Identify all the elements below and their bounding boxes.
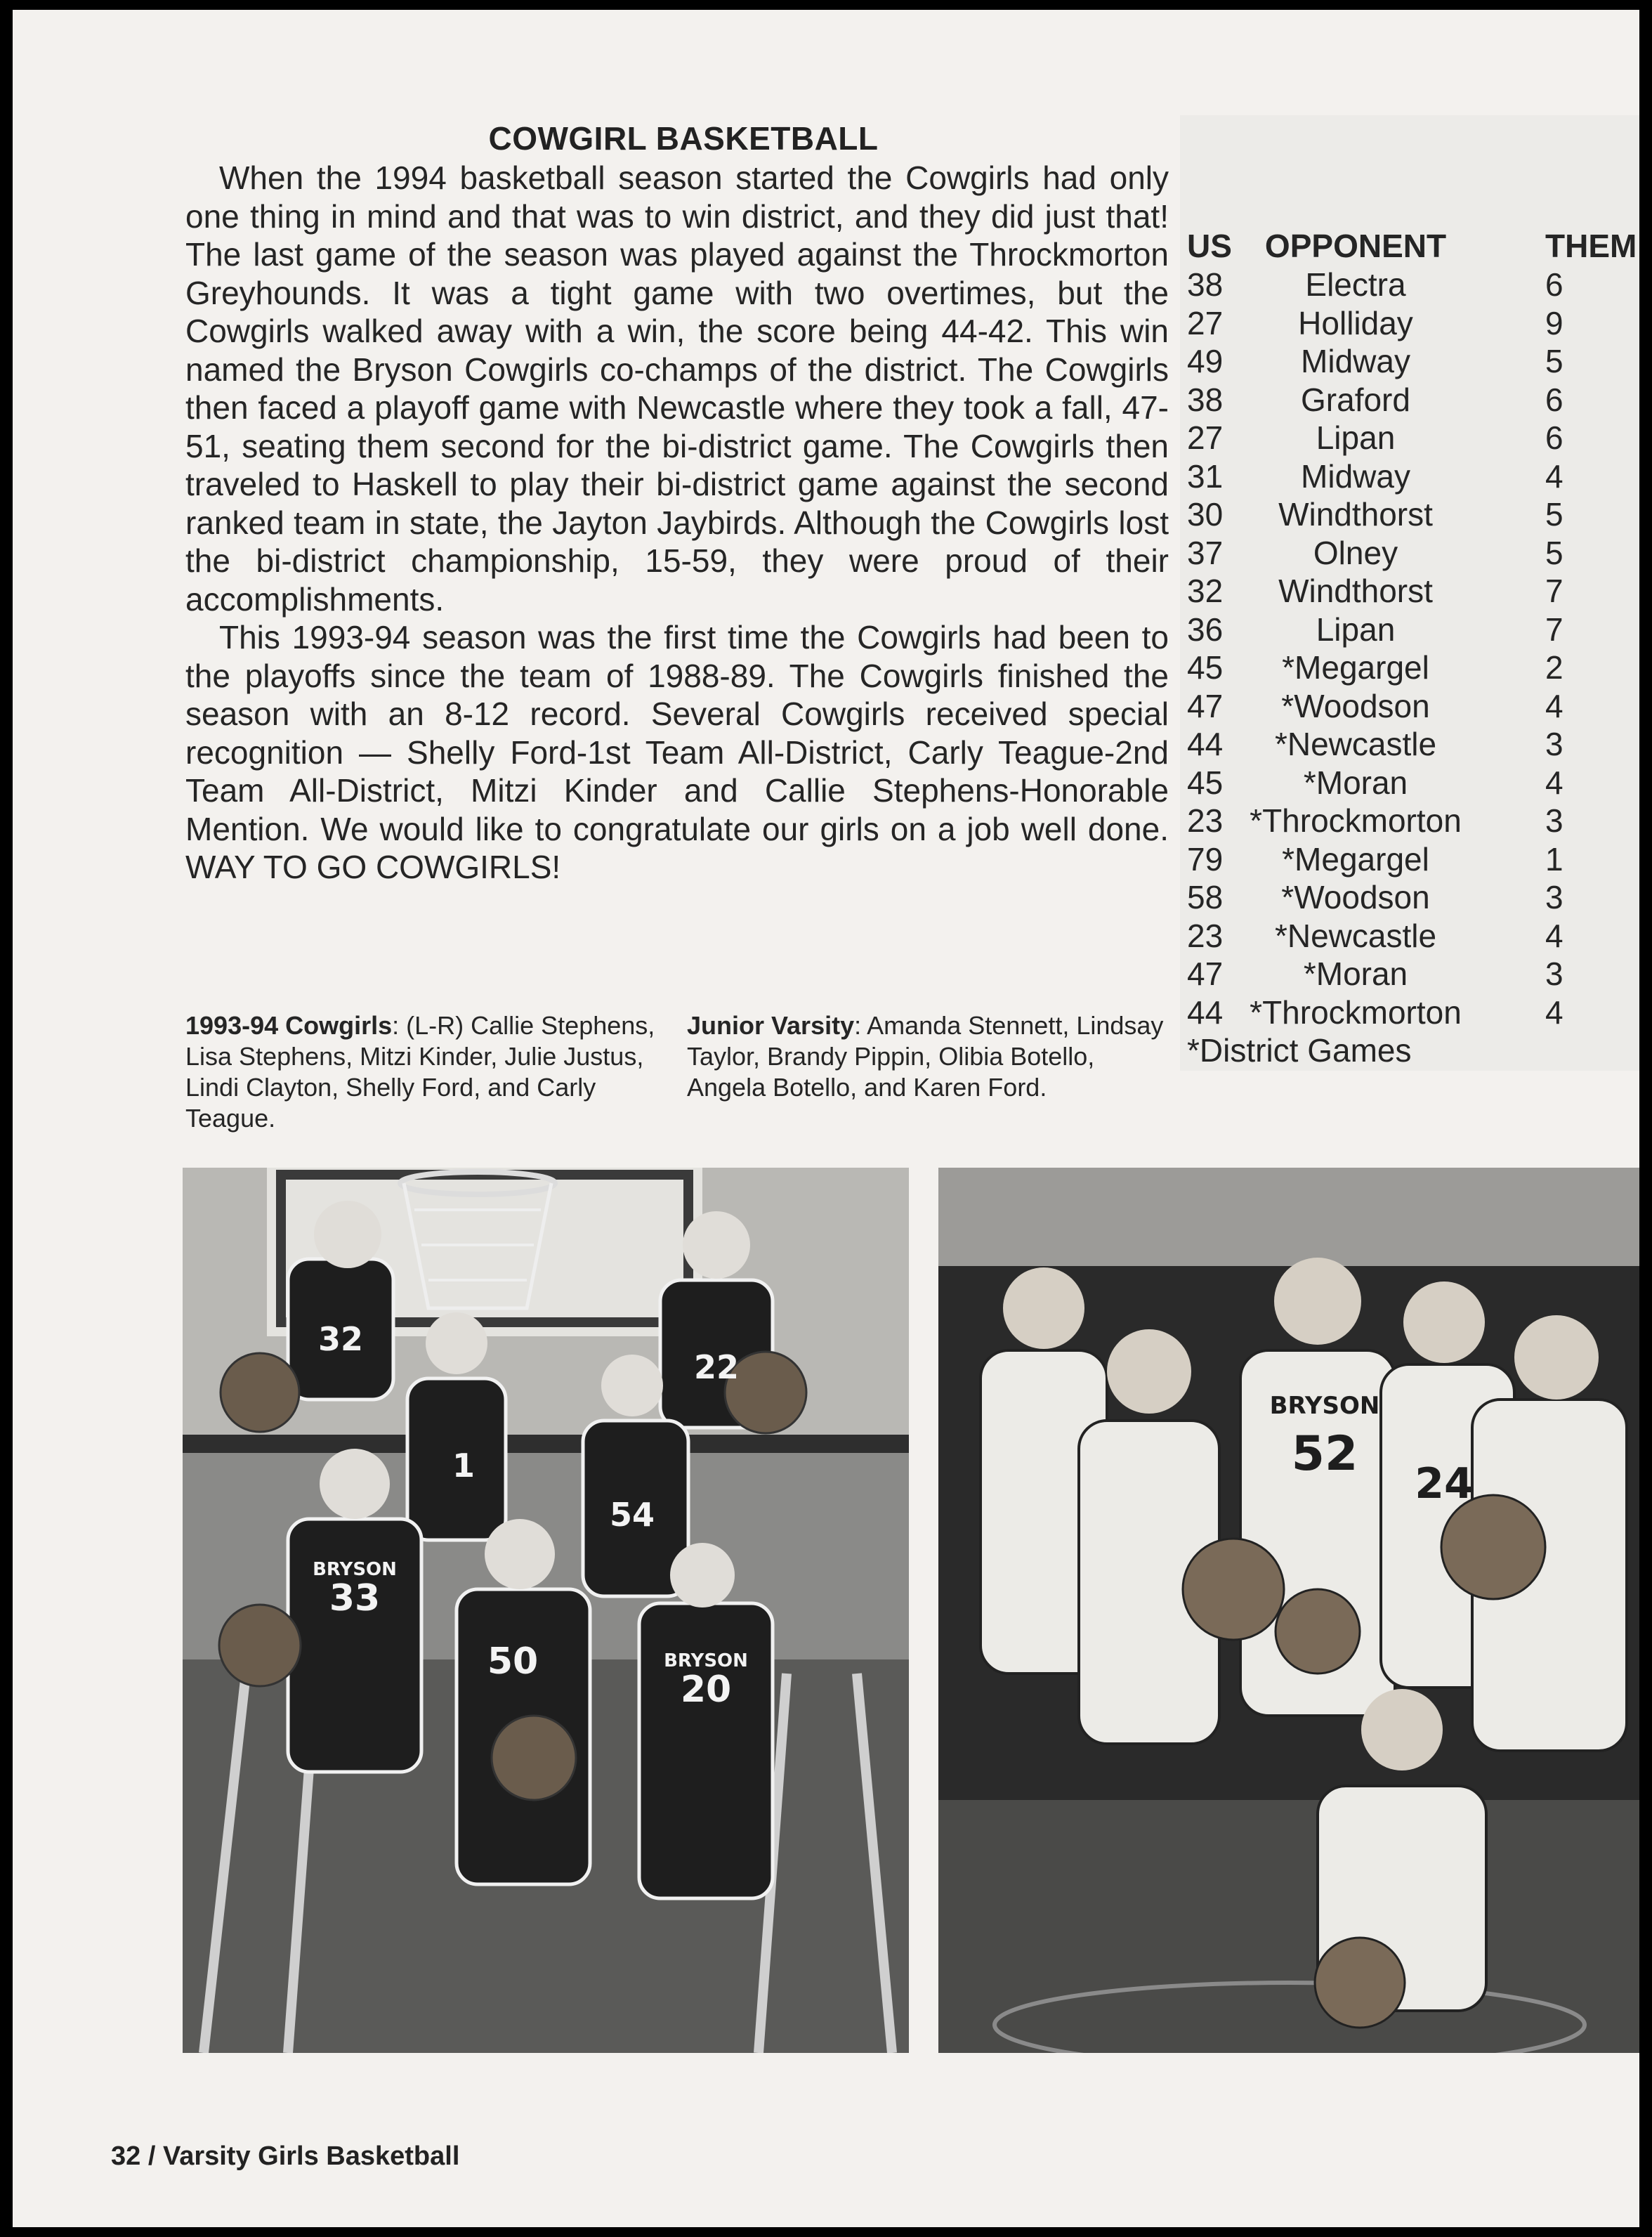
score-row [1187, 687, 1639, 726]
jv-caption-label: Junior Varsity [687, 1011, 855, 1040]
score-them: 5 [1545, 496, 1563, 533]
jersey-number: 22 [693, 1348, 740, 1386]
score-opponent: Olney [1313, 534, 1398, 571]
jersey-number: 32 [317, 1320, 364, 1358]
score-row [1187, 381, 1639, 419]
score-opponent: Graford [1301, 381, 1410, 418]
score-us: 38 [1187, 266, 1224, 303]
score-opponent: *Moran [1303, 764, 1408, 801]
score-them: 4 [1545, 687, 1563, 724]
yearbook-page [13, 10, 1639, 2227]
score-row [1187, 572, 1639, 611]
jersey-number: 33 [329, 1577, 381, 1619]
score-row [1187, 878, 1639, 917]
score-us: 32 [1187, 573, 1224, 609]
score-opponent: *Newcastle [1274, 726, 1437, 762]
score-opponent: Windthorst [1278, 496, 1433, 533]
score-us: 27 [1187, 419, 1224, 456]
jersey-number: 24 [1415, 1459, 1474, 1508]
score-opponent: Holliday [1298, 304, 1413, 341]
article-paragraph: When the 1994 basketball season started the Cowgirls had only one thing in mind and that was to win district, and they did just that! The last game of the season was played against the Throckmorton Greyhounds. It was a tight game with two overtimes, but the Cowgirls walked away with a win, the score being 44-42. This win named the Bryson Cowgirls co-champs of the district. The Cowgirls then faced a playoff game with Newcastle where they took a fall, 47-51, seating them second for the bi-district game. The Cowgirls then traveled to Haskell to play their bi-district game against the second ranked team in state, the Jayton Jaybirds. Although the Cowgirls lost the bi-district championship, 15-59, they were proud of their accomplishments. [185, 159, 1169, 618]
score-them: 3 [1545, 802, 1563, 839]
score-us: 47 [1187, 687, 1224, 724]
score-them: 3 [1545, 726, 1563, 762]
score-them: 9 [1545, 304, 1563, 341]
jersey-number: 1 [452, 1447, 476, 1485]
score-opponent: *Throckmorton [1250, 802, 1462, 839]
header-us: US [1187, 228, 1232, 264]
score-them: 3 [1545, 956, 1563, 992]
score-us: 47 [1187, 956, 1224, 992]
score-row [1187, 955, 1639, 993]
jv-team-photo [938, 1168, 1639, 2053]
score-us: 45 [1187, 764, 1224, 801]
scores-table [1187, 226, 1639, 1070]
scores-header [1187, 226, 1639, 266]
varsity-caption [185, 1010, 663, 1134]
score-them: 4 [1545, 457, 1563, 495]
score-opponent: Lipan [1316, 419, 1396, 456]
score-opponent: Midway [1301, 343, 1410, 379]
score-us: 38 [1187, 381, 1224, 418]
score-them: 2 [1545, 649, 1563, 686]
score-row [1187, 648, 1639, 687]
score-us: 23 [1187, 802, 1224, 839]
score-us: 36 [1187, 611, 1224, 648]
score-row [1187, 764, 1639, 802]
score-opponent: Windthorst [1278, 573, 1433, 609]
jersey-team-name: BRYSON [313, 1559, 397, 1580]
score-row [1187, 993, 1639, 1032]
score-us: 58 [1187, 879, 1224, 915]
jersey-number: 50 [487, 1641, 539, 1683]
score-row [1187, 266, 1639, 304]
jersey-number: 54 [609, 1496, 655, 1534]
district-games-note: *District Games [1187, 1032, 1412, 1069]
score-us: 49 [1187, 343, 1224, 379]
score-us: 23 [1187, 917, 1224, 954]
score-row [1187, 457, 1639, 496]
jersey-team-name: BRYSON [664, 1650, 748, 1671]
score-row [1187, 917, 1639, 956]
score-row [1187, 802, 1639, 840]
score-us: 44 [1187, 993, 1224, 1031]
article-title: COWGIRL BASKETBALL [488, 120, 879, 157]
score-them: 5 [1545, 534, 1563, 571]
score-them: 6 [1545, 266, 1563, 303]
jv-caption-text: : Amanda Stennett, Lindsay Taylor, Brandy Pippin, Olibia Botello, Angela Botello, and Karen Ford. [687, 1011, 1164, 1102]
score-them: 7 [1545, 573, 1563, 609]
score-us: 45 [1187, 649, 1224, 686]
score-row [1187, 534, 1639, 573]
score-them: 4 [1545, 764, 1563, 801]
score-opponent: Midway [1301, 457, 1410, 495]
varsity-caption-label: 1993-94 Cowgirls [185, 1011, 393, 1040]
header-them: THEM [1545, 228, 1637, 264]
score-opponent: *Megargel [1282, 649, 1429, 686]
header-opponent: OPPONENT [1264, 228, 1447, 264]
page-footer: 32 / Varsity Girls Basketball [111, 2141, 460, 2171]
score-opponent: *Newcastle [1274, 917, 1437, 954]
score-row [1187, 304, 1639, 343]
varsity-team-photo [183, 1168, 909, 2053]
score-row [1187, 611, 1639, 649]
score-opponent: Electra [1305, 266, 1406, 303]
score-opponent: *Woodson [1281, 687, 1430, 724]
score-row [1187, 840, 1639, 879]
score-row [1187, 495, 1639, 534]
score-them: 4 [1545, 993, 1563, 1031]
score-row [1187, 725, 1639, 764]
article-paragraph: This 1993-94 season was the first time the Cowgirls had been to the playoffs since the team of 1988-89. The Cowgirls finished the season with an 8-12 record. Several Cowgirls received special recognition — Shelly Ford-1st Team All-District, Carly Teague-2nd Team All-District, Mitzi Kinder and Callie Stephens-Honorable Mention. We would like to congratulate our girls on a job well done. WAY TO GO COWGIRLS! [185, 619, 1169, 885]
score-opponent: *Megargel [1282, 840, 1429, 878]
jersey-number: 52 [1291, 1426, 1358, 1482]
score-them: 4 [1545, 917, 1563, 954]
score-opponent: *Woodson [1281, 879, 1430, 915]
score-us: 37 [1187, 534, 1224, 571]
jersey-team-name: BRYSON [1269, 1392, 1380, 1420]
score-them: 7 [1545, 611, 1563, 648]
jersey-number: 20 [680, 1669, 732, 1711]
jv-caption [687, 1010, 1179, 1103]
score-us: 30 [1187, 496, 1224, 533]
article-body [185, 159, 1169, 887]
score-opponent: *Moran [1303, 956, 1408, 992]
score-them: 3 [1545, 879, 1563, 915]
score-them: 6 [1545, 419, 1563, 456]
score-row [1187, 419, 1639, 457]
score-them: 5 [1545, 343, 1563, 379]
score-us: 31 [1187, 457, 1224, 495]
score-us: 27 [1187, 304, 1224, 341]
score-opponent: Lipan [1316, 611, 1396, 648]
score-row [1187, 342, 1639, 381]
score-them: 6 [1545, 381, 1563, 418]
score-them: 1 [1545, 840, 1563, 878]
score-us: 79 [1187, 840, 1224, 878]
varsity-caption-text: : (L-R) Callie Stephens, Lisa Stephens, Mitzi Kinder, Julie Justus, Lindi Clayton, Shelly Ford, and Carly Teague. [185, 1011, 655, 1133]
score-us: 44 [1187, 726, 1224, 762]
score-opponent: *Throckmorton [1250, 993, 1462, 1031]
